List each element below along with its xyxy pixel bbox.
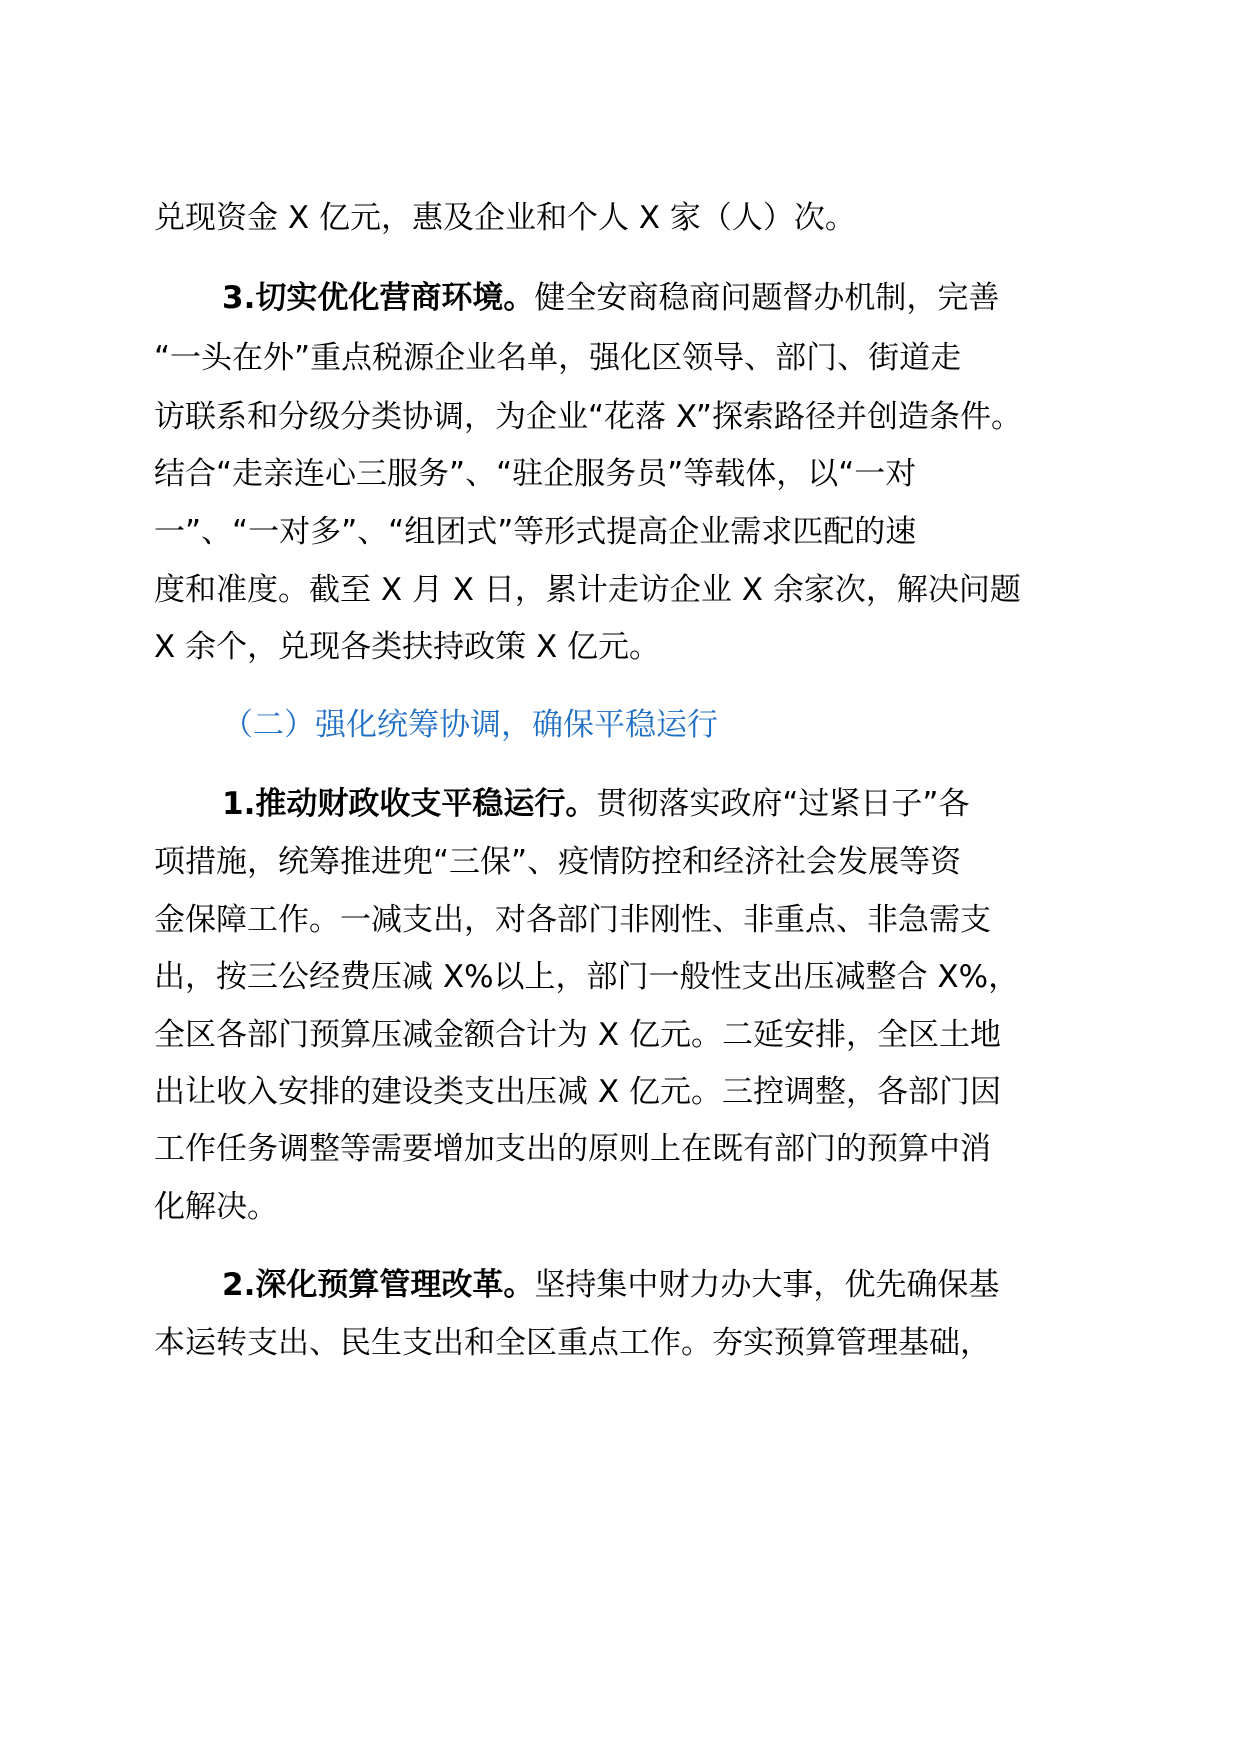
item-heading: 1.推动财政收支平稳运行。	[222, 786, 597, 822]
item-heading: 2.深化预算管理改革。	[222, 1267, 535, 1303]
paragraph-line: 全区各部门预算压减金额合计为 X 亿元。二延安排，全区土地	[154, 1017, 1001, 1053]
paragraph-text: 坚持集中财力办大事，优先确保基	[534, 1267, 1000, 1303]
paragraph-line: 本运转支出、民生支出和全区重点工作。夯实预算管理基础，	[154, 1325, 991, 1361]
paragraph-line: 工作任务调整等需要增加支出的原则上在既有部门的预算中消	[154, 1131, 991, 1167]
paragraph-line: 化解决。	[154, 1189, 278, 1225]
paragraph-line: 项措施，统筹推进兜“三保”、疫情防控和经济社会发展等资	[154, 844, 962, 880]
paragraph-line: 出让收入安排的建设类支出压减 X 亿元。三控调整，各部门因	[154, 1074, 1001, 1110]
section-heading: （二）强化统筹协调，确保平稳运行	[222, 707, 718, 743]
paragraph-line: “一头在外”重点税源企业名单，强化区领导、部门、街道走	[154, 340, 962, 376]
paragraph-line	[222, 782, 969, 826]
paragraph-line: 结合“走亲连心三服务”、“驻企服务员”等载体，以“一对	[154, 456, 917, 492]
paragraph-line: 度和准度。截至 X 月 X 日，累计走访企业 X 余家次，解决问题	[154, 572, 1021, 608]
paragraph-text: 贯彻落实政府“过紧日子”各	[596, 786, 970, 822]
paragraph-text: 健全安商稳商问题督办机制，完善	[534, 280, 1000, 316]
paragraph-line: 金保障工作。一减支出，对各部门非刚性、非重点、非急需支	[154, 902, 991, 938]
paragraph-line: 出，按三公经费压减 X%以上，部门一般性支出压减整合 X%，	[154, 959, 1020, 995]
paragraph-line: 访联系和分级分类协调，为企业“花落 X”探索路径并创造条件。	[154, 399, 1022, 435]
paragraph-line: X 余个，兑现各类扶持政策 X 亿元。	[154, 629, 661, 665]
item-heading: 3.切实优化营商环境。	[222, 280, 535, 316]
paragraph-line: 一”、“一对多”、“组团式”等形式提高企业需求匹配的速	[154, 514, 917, 550]
paragraph-line: 兑现资金 X 亿元，惠及企业和个人 X 家（人）次。	[154, 200, 856, 236]
paragraph-line	[222, 276, 999, 320]
paragraph-line	[222, 1263, 999, 1307]
